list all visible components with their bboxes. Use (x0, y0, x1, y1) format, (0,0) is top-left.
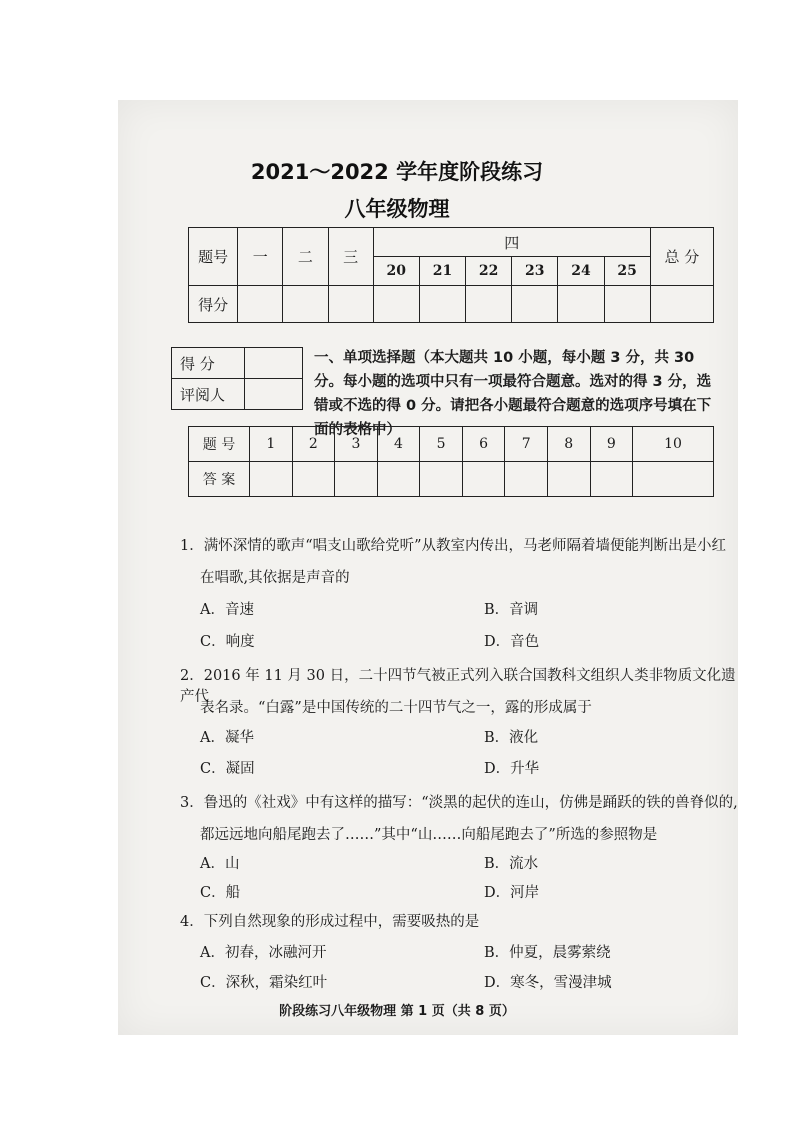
answer-table-number: 1 (250, 427, 293, 462)
question-4-option-b: B．仲夏，晨雾萦绕 (484, 945, 611, 961)
score-cell (373, 286, 419, 323)
score-table-section-2: 二 (283, 228, 328, 286)
question-4-option-c: C．深秋，霜染红叶 (200, 975, 328, 991)
question-3-line-1: 3．鲁迅的《社戏》中有这样的描写：“淡黑的起伏的连山，仿佛是踊跃的铁的兽脊似的, (180, 795, 738, 811)
answer-table-number: 9 (590, 427, 633, 462)
score-cell (604, 286, 650, 323)
score-cell (419, 286, 465, 323)
answer-cell (377, 462, 420, 497)
question-3-option-c: C．船 (200, 885, 241, 901)
score-cell (558, 286, 604, 323)
question-2-line-1: 2．2016 年 11 月 30 日，二十四节气被正式列入联合国教科文组织人类非物质文化遗产代 (180, 668, 736, 705)
score-table-total: 总 分 (650, 228, 713, 286)
answer-cell (547, 462, 590, 497)
score-cell (283, 286, 328, 323)
score-cell (650, 286, 713, 323)
question-1-option-d: D．音色 (484, 634, 540, 650)
answer-cell (505, 462, 548, 497)
grader-reviewer-label: 评阅人 (172, 379, 245, 410)
answer-table-number: 3 (335, 427, 378, 462)
section-instructions: 一、单项选择题（本大题共 10 小题，每小题 3 分，共 30 分。每小题的选项中只有一项最符合题意。选对的得 3 分，选错或不选的得 0 分。请把各小题最符合题意的选项序号填在下面的表格中） (314, 350, 712, 438)
score-table (188, 227, 714, 323)
score-table-sub-item: 25 (604, 257, 650, 286)
answer-cell (250, 462, 293, 497)
score-table-sub-item: 20 (373, 257, 419, 286)
question-1-line-2: 在唱歌,其依据是声音的 (200, 570, 350, 586)
answer-table-number: 2 (292, 427, 335, 462)
question-3-option-a: A．山 (200, 856, 240, 872)
score-cell (512, 286, 558, 323)
score-table-sub-item: 22 (466, 257, 512, 286)
exam-title: 2021～2022 学年度阶段练习 (250, 160, 544, 184)
grader-score-cell (245, 348, 303, 379)
answer-table (188, 426, 714, 497)
answer-table-number: 6 (462, 427, 505, 462)
answer-table-number: 7 (505, 427, 548, 462)
answer-cell (462, 462, 505, 497)
question-2-option-b: B．液化 (484, 730, 539, 746)
question-1-line-1: 1．满怀深情的歌声“唱支山歌给党听”从教室内传出，马老师隔着墙便能判断出是小红 (180, 538, 727, 554)
question-2-option-c: C．凝固 (200, 761, 255, 777)
question-2-option-d: D．升华 (484, 761, 540, 777)
grader-reviewer-cell (245, 379, 303, 410)
answer-cell (633, 462, 714, 497)
question-3-option-d: D．河岸 (484, 885, 540, 901)
question-3-option-b: B．流水 (484, 856, 539, 872)
grader-box (171, 347, 303, 410)
question-2-line-2: 表名录。“白露”是中国传统的二十四节气之一，露的形成属于 (200, 700, 592, 716)
question-1-option-b: B．音调 (484, 602, 539, 618)
answer-table-number: 5 (420, 427, 463, 462)
score-table-score-label: 得分 (189, 286, 238, 323)
score-table-sub-item: 21 (419, 257, 465, 286)
question-4-option-d: D．寒冬，雪漫津城 (484, 975, 612, 991)
answer-table-number: 10 (633, 427, 714, 462)
question-4-option-a: A．初春，冰融河开 (200, 945, 327, 961)
answer-cell (590, 462, 633, 497)
question-3-line-2: 都远远地向船尾跑去了……”其中“山……向船尾跑去了”所选的参照物是 (200, 827, 658, 843)
exam-subject: 八年级物理 (344, 197, 450, 221)
answer-table-number: 4 (377, 427, 420, 462)
score-cell (328, 286, 373, 323)
question-1-option-a: A．音速 (200, 602, 254, 618)
score-table-section-3: 三 (328, 228, 373, 286)
grader-score-label: 得 分 (172, 348, 245, 379)
score-cell (466, 286, 512, 323)
score-table-section-1: 一 (238, 228, 283, 286)
question-2-option-a: A．凝华 (200, 730, 254, 746)
answer-table-no-label: 题 号 (189, 427, 250, 462)
question-1-option-c: C．响度 (200, 634, 255, 650)
answer-cell (292, 462, 335, 497)
score-cell (238, 286, 283, 323)
answer-table-number: 8 (547, 427, 590, 462)
score-table-section-4: 四 (373, 228, 650, 257)
answer-cell (420, 462, 463, 497)
score-table-sub-item: 24 (558, 257, 604, 286)
question-4-line-1: 4．下列自然现象的形成过程中，需要吸热的是 (180, 914, 480, 930)
answer-cell (335, 462, 378, 497)
score-table-sub-item: 23 (512, 257, 558, 286)
answer-table-ans-label: 答 案 (189, 462, 250, 497)
page-footer: 阶段练习八年级物理 第 1 页（共 8 页） (279, 1004, 515, 1019)
score-table-header-no: 题号 (189, 228, 238, 286)
